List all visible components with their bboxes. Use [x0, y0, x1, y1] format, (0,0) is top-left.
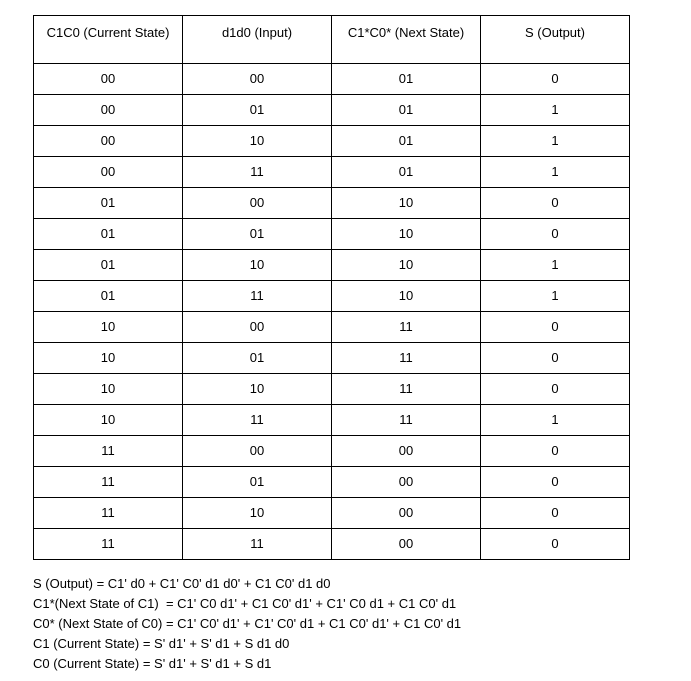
cell-input: 00: [183, 64, 332, 95]
cell-next-state: 01: [332, 126, 481, 157]
table-row: [34, 498, 630, 529]
cell-input: 11: [183, 405, 332, 436]
header-output: S (Output): [481, 16, 630, 64]
cell-next-state: 01: [332, 157, 481, 188]
cell-input: 11: [183, 157, 332, 188]
cell-output: 0: [481, 436, 630, 467]
cell-input: 01: [183, 343, 332, 374]
cell-current-state: 00: [34, 157, 183, 188]
cell-output: 0: [481, 467, 630, 498]
cell-current-state: 01: [34, 188, 183, 219]
cell-next-state: 11: [332, 405, 481, 436]
cell-current-state: 01: [34, 219, 183, 250]
cell-input: 00: [183, 436, 332, 467]
cell-current-state: 11: [34, 529, 183, 560]
cell-current-state: 10: [34, 312, 183, 343]
cell-next-state: 11: [332, 312, 481, 343]
cell-next-state: 01: [332, 95, 481, 126]
cell-input: 10: [183, 126, 332, 157]
cell-output: 1: [481, 157, 630, 188]
cell-output: 1: [481, 95, 630, 126]
table-row: [34, 95, 630, 126]
table-row: [34, 312, 630, 343]
cell-next-state: 10: [332, 219, 481, 250]
table-row: [34, 343, 630, 374]
cell-output: 0: [481, 374, 630, 405]
header-input: d1d0 (Input): [183, 16, 332, 64]
cell-output: 1: [481, 405, 630, 436]
equation-line: C0* (Next State of C0) = C1' C0' d1' + C1' C0' d1 + C1 C0' d1' + C1 C0' d1: [33, 616, 462, 631]
cell-current-state: 01: [34, 250, 183, 281]
table-row: [34, 281, 630, 312]
cell-input: 00: [183, 188, 332, 219]
cell-current-state: 10: [34, 405, 183, 436]
cell-output: 0: [481, 219, 630, 250]
cell-output: 0: [481, 529, 630, 560]
cell-next-state: 11: [332, 343, 481, 374]
header-row: [34, 16, 630, 64]
table-row: [34, 436, 630, 467]
cell-output: 0: [481, 312, 630, 343]
cell-current-state: 10: [34, 374, 183, 405]
cell-output: 0: [481, 343, 630, 374]
header-current-state: C1C0 (Current State): [34, 16, 183, 64]
cell-next-state: 00: [332, 529, 481, 560]
table-row: [34, 374, 630, 405]
cell-next-state: 01: [332, 64, 481, 95]
table-row: [34, 467, 630, 498]
cell-current-state: 10: [34, 343, 183, 374]
cell-input: 10: [183, 250, 332, 281]
table-row: [34, 529, 630, 560]
cell-next-state: 00: [332, 436, 481, 467]
equation-line: S (Output) = C1' d0 + C1' C0' d1 d0' + C1 C0' d1 d0: [33, 576, 331, 591]
cell-input: 11: [183, 281, 332, 312]
state-table: [33, 15, 630, 560]
cell-output: 0: [481, 188, 630, 219]
table-row: [34, 188, 630, 219]
cell-current-state: 00: [34, 95, 183, 126]
table-row: [34, 219, 630, 250]
cell-current-state: 01: [34, 281, 183, 312]
cell-current-state: 00: [34, 126, 183, 157]
equation-line: C0 (Current State) = S' d1' + S' d1 + S d1: [33, 656, 272, 671]
cell-next-state: 10: [332, 188, 481, 219]
cell-next-state: 00: [332, 467, 481, 498]
equation-line: C1*(Next State of C1) = C1' C0 d1' + C1 C0' d1' + C1' C0 d1 + C1 C0' d1: [33, 596, 457, 611]
table-row: [34, 405, 630, 436]
table-body: [34, 64, 630, 560]
cell-next-state: 11: [332, 374, 481, 405]
cell-input: 01: [183, 219, 332, 250]
cell-input: 01: [183, 467, 332, 498]
cell-current-state: 00: [34, 64, 183, 95]
table-row: [34, 157, 630, 188]
cell-input: 01: [183, 95, 332, 126]
cell-next-state: 10: [332, 250, 481, 281]
cell-output: 0: [481, 498, 630, 529]
cell-output: 1: [481, 250, 630, 281]
equation-line: C1 (Current State) = S' d1' + S' d1 + S d1 d0: [33, 636, 290, 651]
cell-input: 00: [183, 312, 332, 343]
table-row: [34, 64, 630, 95]
cell-input: 10: [183, 374, 332, 405]
cell-next-state: 00: [332, 498, 481, 529]
cell-output: 1: [481, 126, 630, 157]
cell-current-state: 11: [34, 436, 183, 467]
cell-current-state: 11: [34, 498, 183, 529]
table-header: [34, 16, 630, 64]
cell-output: 1: [481, 281, 630, 312]
cell-current-state: 11: [34, 467, 183, 498]
cell-next-state: 10: [332, 281, 481, 312]
cell-input: 10: [183, 498, 332, 529]
table-row: [34, 250, 630, 281]
cell-output: 0: [481, 64, 630, 95]
cell-input: 11: [183, 529, 332, 560]
equations-block: [33, 574, 461, 674]
header-next-state: C1*C0* (Next State): [332, 16, 481, 64]
table-row: [34, 126, 630, 157]
